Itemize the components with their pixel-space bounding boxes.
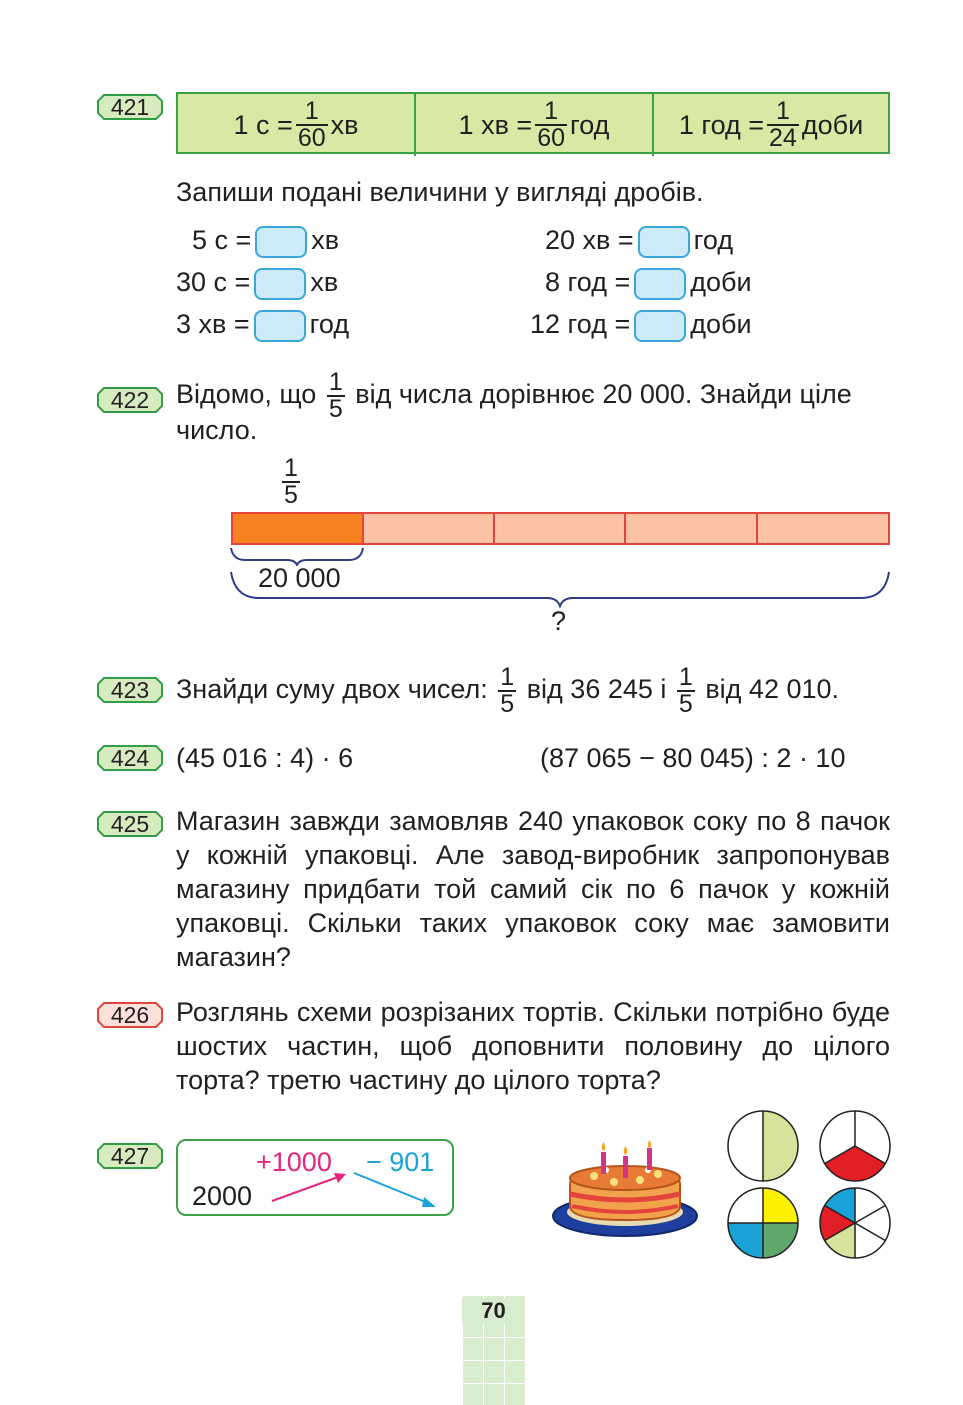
exercise-row [545, 265, 752, 300]
whole-brace [229, 570, 891, 608]
table-cell-hours [654, 94, 888, 156]
fraction: $\frac{1}{5}$ [678, 663, 693, 718]
exercise-unit: год [309, 309, 350, 339]
exercise-prefix: 12 год = [530, 309, 631, 339]
task-number: 425 [110, 811, 150, 837]
diagram-fraction-label [279, 456, 303, 508]
text-part: від числа дорівнює 20 000. Знайди ціле [355, 379, 852, 410]
answer-box[interactable] [255, 226, 307, 258]
bar-segment [363, 513, 494, 544]
task-number: 422 [110, 387, 150, 413]
cell-left: 1 хв = [458, 109, 533, 140]
bar-segment [757, 513, 889, 544]
text-part: Знайди суму двох чисел: [176, 674, 488, 705]
bar-segment [494, 513, 625, 544]
text-part: Відомо, що [176, 379, 317, 410]
cell-right: доби [801, 109, 864, 140]
task-badge-425 [97, 811, 163, 837]
cake-illustration [550, 1140, 700, 1240]
task-number: 423 [110, 677, 150, 703]
cell-left: 1 год = [678, 109, 765, 140]
exercise-row [545, 223, 733, 258]
arrow-icon [268, 1169, 348, 1205]
answer-box[interactable] [638, 226, 690, 258]
task-badge-422 [97, 387, 163, 413]
task-number: 426 [110, 1002, 150, 1028]
answer-box[interactable] [254, 268, 306, 300]
segment-bar [231, 512, 890, 545]
exercise-row [192, 223, 339, 258]
page-number: 70 [462, 1298, 525, 1324]
exercise-row [530, 307, 752, 342]
exercise-row [176, 265, 338, 300]
table-cell-minutes [416, 94, 654, 156]
start-number: 2000 [192, 1181, 253, 1211]
text-part: від 36 245 і [526, 674, 667, 705]
operation-subtract: − 901 [366, 1147, 435, 1177]
exercise-unit: хв [310, 267, 339, 297]
time-units-table [176, 92, 890, 154]
exercise-unit: доби [690, 267, 752, 297]
task-badge-423 [97, 677, 163, 703]
task-badge-426 [97, 1002, 163, 1028]
task-badge-424 [97, 745, 163, 771]
answer-box[interactable] [634, 310, 686, 342]
expression-2: (87 065 − 80 045) : 2 · 10 [540, 743, 846, 773]
cake-sixths-scheme [819, 1187, 891, 1259]
fraction: $\frac{1}{60}$ [537, 97, 565, 152]
exercise-prefix: 30 с = [176, 267, 251, 297]
exercise-unit: год [693, 225, 734, 255]
bar-segment-filled [232, 513, 363, 544]
task-422-line2: число. [176, 415, 258, 445]
exercise-prefix: 3 хв = [176, 309, 250, 339]
exercise-prefix: 8 год = [545, 267, 631, 297]
task-badge-421 [97, 94, 163, 120]
cake-quarters-scheme [727, 1187, 799, 1259]
cake-halves-scheme [727, 1110, 799, 1182]
page-number-block [462, 1296, 525, 1405]
cell-right: год [570, 109, 610, 140]
task-422-text [176, 370, 852, 422]
fraction: $\frac{1}{60}$ [297, 97, 326, 152]
part-label: 20 000 [258, 563, 341, 593]
exercise-prefix: 20 хв = [545, 225, 634, 255]
expression-1: (45 016 : 4) · 6 [176, 743, 354, 773]
whole-label: ? [551, 606, 567, 636]
exercise-unit: доби [690, 309, 752, 339]
answer-box[interactable] [634, 268, 686, 300]
text-part: від 42 010. [705, 674, 840, 705]
task-badge-427 [97, 1143, 163, 1169]
instruction-421: Запиши подані величини у вигляді дробів. [176, 177, 704, 207]
task-number: 421 [110, 94, 150, 120]
arrow-icon [350, 1167, 440, 1211]
task-number: 427 [110, 1143, 150, 1169]
fraction: $\frac{1}{5}$ [328, 368, 343, 423]
fraction: $\frac{1}{5}$ [500, 663, 515, 718]
task-423-text [176, 665, 839, 717]
cell-right: хв [330, 109, 359, 140]
task-number: 424 [110, 745, 150, 771]
exercise-row [176, 307, 349, 342]
table-cell-seconds [178, 94, 416, 156]
cell-left: 1 с = [233, 109, 293, 140]
exercise-prefix: 5 с = [192, 225, 252, 255]
cake-thirds-scheme [819, 1110, 891, 1182]
bar-segment [625, 513, 757, 544]
answer-box[interactable] [254, 310, 306, 342]
operation-chain-box [176, 1139, 454, 1216]
exercise-unit: хв [311, 225, 340, 255]
task-425-text: Магазин завжди замовляв 240 упаковок соку по 8 пачок у кожній упаковці. Але завод-виробник запропонував магазину придбати той самий сік по 6 пачок у кожній упаковці. Скільки таких упаковок соку має замовити магазин? [176, 806, 890, 972]
operation-add: +1000 [256, 1147, 332, 1177]
fraction: $\frac{1}{5}$ [284, 454, 298, 509]
fraction: $\frac{1}{24}$ [769, 97, 797, 152]
task-426-text: Розглянь схеми розрізаних тортів. Скільки потрібно буде шостих частин, щоб доповнити половину до цілого торта? третю частину до цілого торта? [176, 997, 890, 1095]
